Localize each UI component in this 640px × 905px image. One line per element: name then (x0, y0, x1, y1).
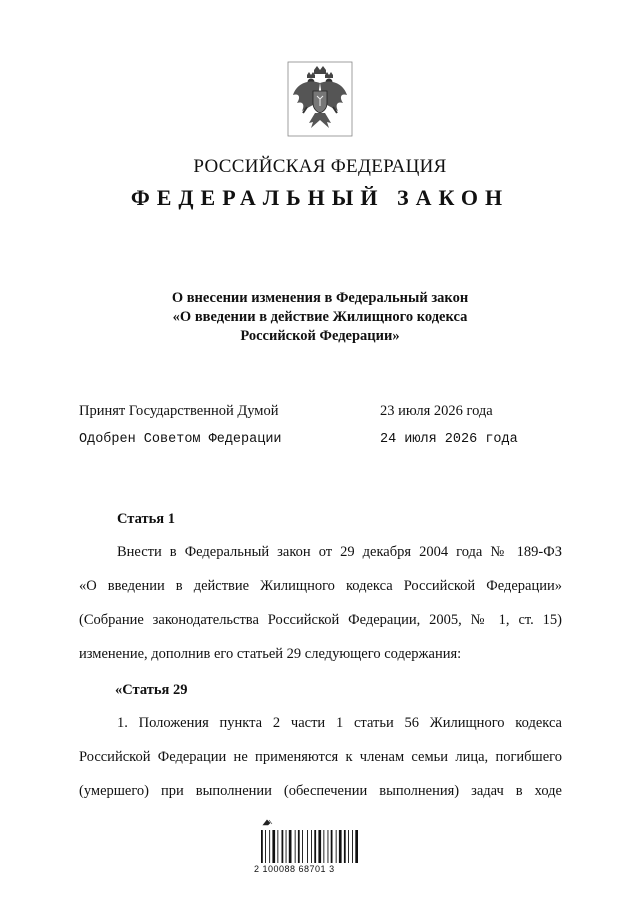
duma-adoption-date: 23 июля 2026 года (380, 403, 493, 419)
article-29-line: (умершего) при выполнении (обеспечении выполнения) задач в ходе (79, 783, 562, 799)
article-29-line: Российской Федерации не применяются к членам семьи лица, погибшего (79, 749, 562, 765)
article-29-line: 1. Положения пункта 2 части 1 статьи 56 Жилищного кодекса (117, 715, 562, 731)
article-1-line: (Собрание законодательства Российской Федерации, 2005, № 1, ст. 15) (79, 612, 562, 628)
barcode-number: 2 100088 68701 3 (254, 864, 335, 874)
article-1-line: «О введении в действие Жилищного кодекса Российской Федерации» (79, 578, 562, 594)
article-1-line: изменение, дополнив его статьей 29 следующего содержания: (79, 646, 462, 662)
duma-adoption-label: Принят Государственной Думой (79, 403, 279, 419)
law-title-line: Российской Федерации» (240, 328, 400, 344)
law-title-line: «О введении в действие Жилищного кодекса (172, 309, 468, 325)
article-1-heading: Статья 1 (117, 511, 175, 527)
law-title (0, 289, 640, 346)
barcode-icon (259, 818, 359, 866)
council-approval-label: Одобрен Советом Федерации (79, 432, 282, 447)
article-1-line: Внести в Федеральный закон от 29 декабря 2004 года № 189-ФЗ (117, 544, 562, 560)
country-name: РОССИЙСКАЯ ФЕДЕРАЦИЯ (193, 156, 447, 177)
russian-coat-of-arms-icon (287, 61, 353, 137)
document-type: ФЕДЕРАЛЬНЫЙ ЗАКОН (130, 185, 510, 210)
law-title-line: О внесении изменения в Федеральный закон (171, 290, 469, 306)
council-approval-date: 24 июля 2026 года (380, 432, 518, 447)
article-29-heading: «Статья 29 (115, 682, 188, 698)
